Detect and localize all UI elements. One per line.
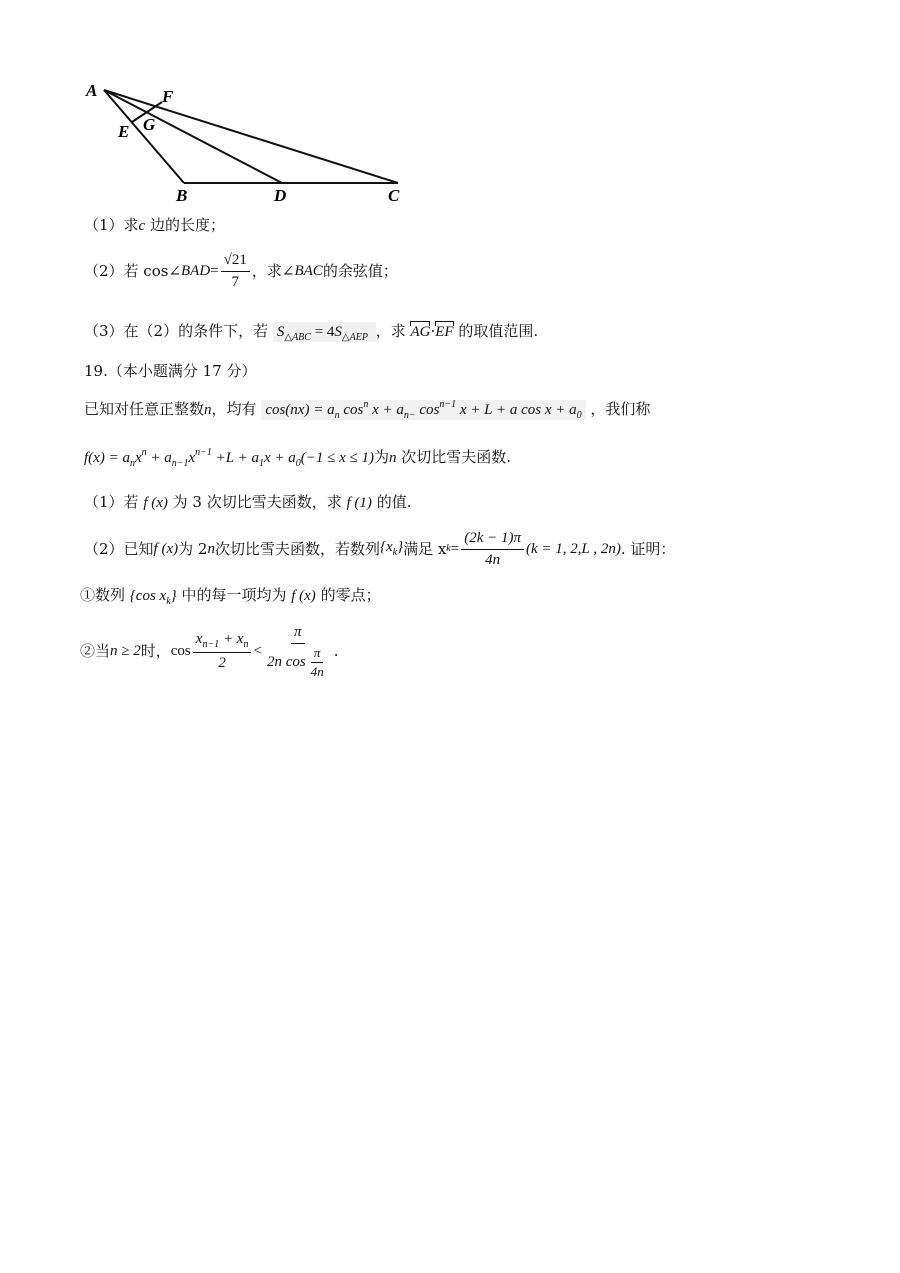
vector-EF: EF <box>435 324 454 340</box>
fraction-xk: $\frac{(2k - 1)\pi}{4n}$ <box>461 530 524 568</box>
q19-part1: （1）若 f (x) 为 3 次切比雪夫函数，求 f (1) 的值. <box>84 493 412 511</box>
segment-AC <box>104 90 398 183</box>
label-F: F <box>162 87 174 106</box>
area-condition: $S_{\triangle ABC} = 4S_{\triangle AEP}$ <box>273 322 376 342</box>
label-G: G <box>143 115 156 134</box>
chebyshev-definition: $f(x) = a_nx^n + a_{n-1}x^{n-1} +L + a_1x + a_0(-1 \le x \le 1)$ <box>84 447 375 469</box>
q19-intro-line2: $f(x) = a_nx^n + a_{n-1}x^{n-1} +L + a_1x + a_0(-1 \le x \le 1)$为n 次切比雪夫函数. <box>84 447 512 469</box>
label-A: A <box>86 81 98 100</box>
q18-part2: （2）若 cos∠ BAD = $\frac{√21}{7}$ ，求∠ BAC 的余弦值； <box>84 252 398 290</box>
sequence-xk: $\{x_k\}$ <box>379 539 404 558</box>
cos-expansion-formula: $\cos(nx) = a_n$ $\cos^n x + a_{n-}$ $\cos^{n-1} x + L + a$ $\cos x + a_0$ <box>261 400 585 420</box>
q18-part1: （1）求c 边的长度； <box>84 216 225 234</box>
label-B: B <box>176 186 188 205</box>
vector-AG: AG <box>410 324 431 340</box>
q18-part3: （3）在（2）的条件下，若 $S_{\triangle ABC} = 4S_{\triangle AEP}$ ，求 AG·EF 的取值范围. <box>84 322 539 343</box>
sequence-cos-xk: {cos $x_k$} <box>129 588 177 607</box>
label-C: C <box>388 186 400 205</box>
fraction-sqrt21-over-7: $\frac{√21}{7}$ <box>221 252 250 290</box>
q19-intro-line1: 已知对任意正整数n，均有 $\cos(nx) = a_n$ $\cos^n x + a_{n-}$ $\cos^{n-1} x + L + a$ $\cos x + a_0$ ，我们称 <box>84 399 651 421</box>
q19-header: 19.（本小题满分 17 分） <box>84 362 257 380</box>
q19-claim2: ②当 n ≥ 2 时， cos $\frac{x_{n-1} + x_n}{2}$ < π 2n cos $\frac{\pi}{4n}$ . <box>80 624 339 679</box>
q19-part2: （2）已知 f (x) 为 2 n 次切比雪夫函数，若数列 $\{x_k\}$ 满足 x k = $\frac{(2k - 1)\pi}{4n}$ (k = 1, 2,L , 2n) . 证明： <box>84 530 676 568</box>
segment-AD <box>104 90 282 183</box>
label-D: D <box>274 186 287 205</box>
fraction-pi-over-4n: $\frac{\pi}{4n}$ <box>310 644 324 679</box>
q19-claim1: ①数列 {cos $x_k$} 中的每一项均为 f (x) 的零点； <box>80 586 381 607</box>
label-E: E <box>118 122 130 141</box>
fraction-bound: π 2n cos $\frac{\pi}{4n}$ <box>264 624 332 679</box>
triangle-figure <box>80 78 410 208</box>
fraction-midpoint: $\frac{x_{n-1} + x_n}{2}$ <box>193 631 252 672</box>
